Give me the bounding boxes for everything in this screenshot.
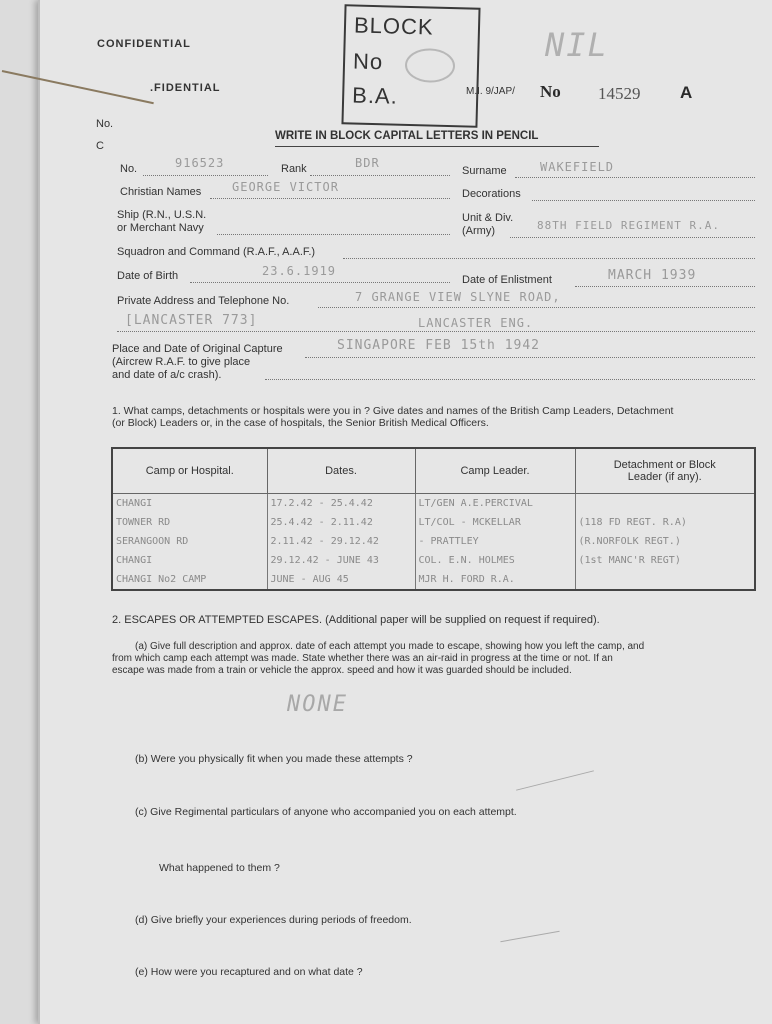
reference-label: M.I. 9/JAP/	[466, 86, 515, 97]
serial-suffix: A	[680, 83, 693, 102]
christian-names-value: GEORGE VICTOR	[232, 180, 339, 194]
cell-detachment: (118 FD REGT. R.A)	[575, 513, 755, 532]
ship-label-1: Ship (R.N., U.S.N.	[117, 209, 207, 221]
cell-dates: 29.12.42 - JUNE 43	[267, 551, 415, 570]
capture-label-2: (Aircrew R.A.F. to give place	[112, 356, 251, 368]
margin-no-label: No.	[96, 118, 114, 130]
confidential-label-2: .FIDENTIAL	[150, 82, 221, 94]
q2-title: 2. ESCAPES OR ATTEMPTED ESCAPES. (Additional paper will be supplied on request if required).	[112, 614, 600, 626]
serial-no-label: No	[540, 82, 561, 101]
capture-value: SINGAPORE FEB 15th 1942	[337, 338, 541, 353]
col-camp: Camp or Hospital.	[112, 448, 267, 494]
q2-a-line-2: from which camp each attempt was made. State whether there was an air-raid in progress at the time or not. If an	[112, 653, 613, 664]
dob-line	[190, 281, 450, 283]
decorations-label: Decorations	[462, 188, 521, 200]
stamp-line-2: No	[352, 48, 384, 75]
rank-value: BDR	[355, 156, 380, 170]
service-no-label: No.	[120, 163, 138, 175]
cell-camp: CHANGI	[112, 551, 267, 570]
unit-line	[510, 236, 755, 238]
address-label: Private Address and Telephone No.	[117, 295, 290, 307]
surname-label: Surname	[462, 165, 507, 177]
rank-label: Rank	[281, 163, 307, 175]
capture-line	[305, 356, 755, 358]
cell-dates: 17.2.42 - 25.4.42	[267, 494, 415, 514]
cell-detachment: (1st MANC'R REGT)	[575, 551, 755, 570]
q1-text-1: 1. What camps, detachments or hospitals were you in ? Give dates and names of the British Camp Leaders, Detachment	[112, 405, 674, 417]
service-no-value: 916523	[175, 156, 225, 170]
cell-leader: MJR H. FORD R.A.	[415, 570, 575, 590]
cell-leader: LT/COL - MCKELLAR	[415, 513, 575, 532]
ship-line	[217, 233, 450, 235]
capture-label-3: and date of a/c crash).	[112, 369, 222, 381]
ship-label-2: or Merchant Navy	[117, 222, 204, 234]
squadron-line	[343, 257, 755, 259]
cell-detachment	[575, 494, 755, 514]
block-stamp	[341, 4, 480, 128]
q2-d: (d) Give briefly your experiences during periods of freedom.	[135, 914, 412, 926]
enlistment-value: MARCH 1939	[608, 268, 697, 283]
margin-c-label: C	[96, 140, 104, 152]
table-row	[112, 513, 755, 532]
table-row	[112, 551, 755, 570]
christian-names-label: Christian Names	[120, 186, 202, 198]
stamp-line-1: BLOCK	[353, 12, 434, 40]
enlistment-label: Date of Enlistment	[462, 274, 552, 286]
service-no-line	[143, 174, 268, 176]
unit-label-1: Unit & Div.	[462, 212, 514, 224]
squadron-label: Squadron and Command (R.A.F., A.A.F.)	[117, 246, 316, 258]
decorations-line	[532, 199, 755, 201]
cell-camp: SERANGOON RD	[112, 532, 267, 551]
cell-dates: 25.4.42 - 2.11.42	[267, 513, 415, 532]
confidential-label: CONFIDENTIAL	[97, 38, 191, 50]
stamp-line-3: B.A.	[351, 82, 399, 109]
camps-table	[111, 447, 756, 591]
cell-camp: CHANGI No2 CAMP	[112, 570, 267, 590]
q2-b: (b) Were you physically fit when you made these attempts ?	[135, 753, 413, 765]
cell-camp: TOWNER RD	[112, 513, 267, 532]
q2-a-answer: NONE	[287, 692, 348, 717]
table-row	[112, 570, 755, 590]
dob-value: 23.6.1919	[262, 264, 337, 278]
capture-line-2	[265, 378, 755, 380]
table-header-row	[112, 448, 755, 494]
col-detachment-leader: Detachment or Block Leader (if any).	[575, 448, 755, 494]
table-row	[112, 494, 755, 514]
address-value-2: [LANCASTER 773]	[125, 313, 258, 328]
q2-a-line-1: (a) Give full description and approx. date of each attempt you made to escape, showing how you left the camp, and	[135, 641, 645, 652]
table-row	[112, 532, 755, 551]
q2-e: (e) How were you recaptured and on what date ?	[135, 966, 363, 978]
cell-leader: LT/GEN A.E.PERCIVAL	[415, 494, 575, 514]
address-value-1: 7 GRANGE VIEW SLYNE ROAD,	[355, 290, 561, 304]
cell-dates: JUNE - AUG 45	[267, 570, 415, 590]
unit-label-2: (Army)	[462, 225, 495, 237]
dob-label: Date of Birth	[117, 270, 179, 282]
unit-value: 88TH FIELD REGIMENT R.A.	[537, 219, 720, 232]
christian-names-line	[210, 197, 450, 199]
handwritten-nil: NIL	[545, 26, 609, 64]
address-line-2	[117, 330, 755, 332]
surname-line	[515, 176, 755, 178]
cell-detachment: (R.NORFOLK REGT.)	[575, 532, 755, 551]
capture-label-1: Place and Date of Original Capture	[112, 343, 283, 355]
q1-text-2: (or Block) Leaders or, in the case of hospitals, the Senior British Medical Officers.	[112, 417, 489, 429]
q2-a-line-3: escape was made from a train or vehicle the approx. speed and how it was guarded should be included.	[112, 665, 572, 676]
col-dates: Dates.	[267, 448, 415, 494]
cell-dates: 2.11.42 - 29.12.42	[267, 532, 415, 551]
q2-c2: What happened to them ?	[159, 862, 280, 874]
col-camp-leader: Camp Leader.	[415, 448, 575, 494]
cell-leader: COL. E.N. HOLMES	[415, 551, 575, 570]
address-line-1	[318, 306, 755, 308]
serial-number: 14529	[598, 84, 641, 103]
surname-value: WAKEFIELD	[540, 160, 615, 174]
cell-camp: CHANGI	[112, 494, 267, 514]
stamp-handwritten-mark	[405, 48, 456, 83]
instruction-underline	[275, 146, 599, 147]
cell-detachment	[575, 570, 755, 590]
instruction-heading: WRITE IN BLOCK CAPITAL LETTERS IN PENCIL	[275, 130, 539, 142]
rank-line	[310, 174, 450, 176]
enlistment-line	[575, 285, 755, 287]
cell-leader: - PRATTLEY	[415, 532, 575, 551]
q2-c: (c) Give Regimental particulars of anyone who accompanied you on each attempt.	[135, 806, 517, 818]
address-value-3: LANCASTER ENG.	[418, 316, 534, 330]
